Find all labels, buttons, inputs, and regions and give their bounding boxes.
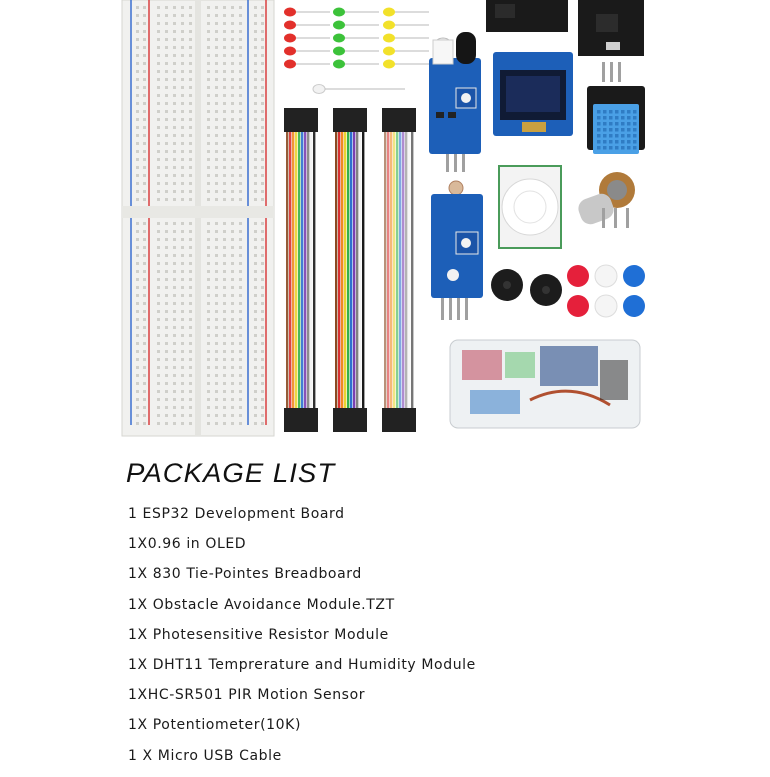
package-list (128, 505, 476, 777)
list-item: 1X0.96 in OLED (128, 536, 247, 553)
photoresistor-module (431, 181, 483, 320)
list-item: 1X Obstacle Avoidance Module.TZT (128, 596, 395, 613)
list-item: 1X DHT11 Temprerature and Humidity Module (128, 656, 476, 673)
package-list-title: PACKAGE LIST (126, 458, 336, 488)
potentiometer (576, 172, 635, 228)
storage-box (450, 340, 640, 428)
list-item: 1XHC-SR501 PIR Motion Sensor (128, 687, 366, 704)
list-item: 1X Photesensitive Resistor Module (128, 626, 389, 643)
breadboard (122, 0, 274, 436)
esp32-board (486, 0, 644, 56)
oled-display (493, 52, 573, 136)
list-item: 1 X Micro USB Cable (128, 747, 282, 764)
dht11-module (587, 62, 645, 154)
jumper-wires (284, 108, 416, 432)
pir-motion-sensor (498, 165, 562, 249)
led-group (284, 8, 429, 94)
list-item: 1X 830 Tie-Pointes Breadboard (128, 566, 362, 583)
button-caps (567, 265, 645, 317)
list-item: 1X Potentiometer(10K) (128, 717, 302, 734)
list-item: 1 ESP32 Development Board (128, 506, 345, 522)
buzzers (491, 269, 562, 306)
obstacle-avoidance-module (429, 32, 481, 172)
